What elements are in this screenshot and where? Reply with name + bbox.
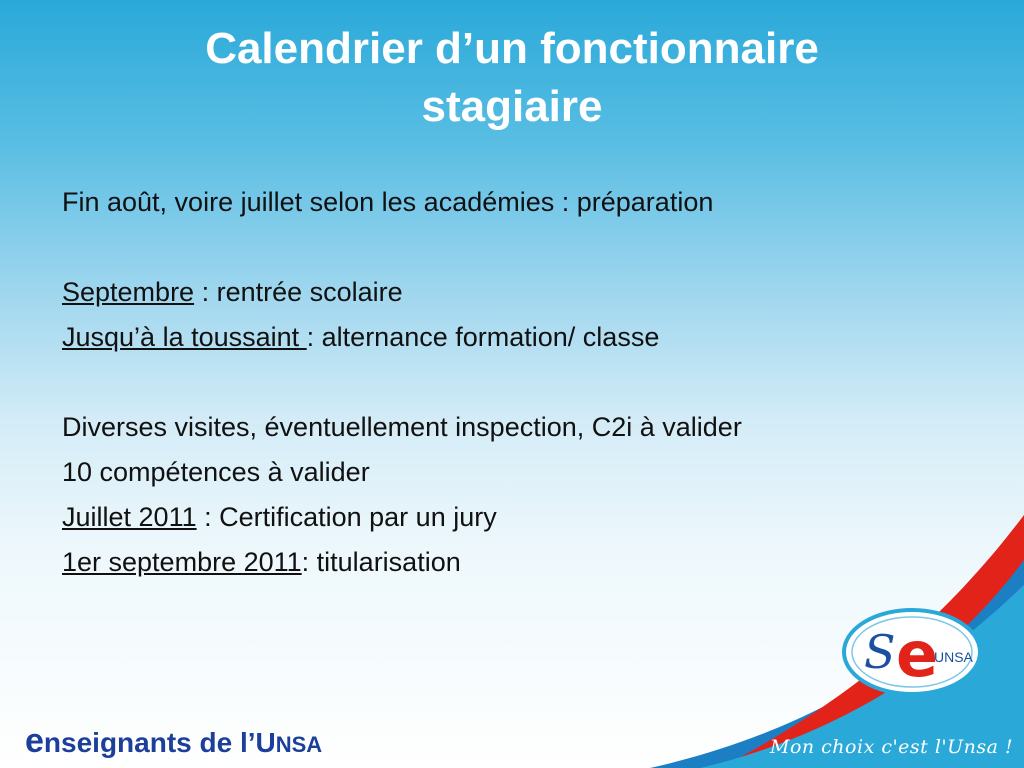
slide-title: [40, 20, 984, 136]
underlined-term: Juillet 2011: [62, 502, 197, 532]
body-line-4: Diverses visites, éventuellement inspection, C2i à valider: [62, 412, 742, 442]
body-line-6: Juillet 2011 : Certification par un jury: [62, 502, 497, 532]
slide-body: [62, 180, 962, 585]
svg-text:UNSA: UNSA: [934, 649, 973, 665]
title-line-1: Calendrier d’un fonctionnaire: [205, 24, 819, 73]
spacer: [62, 360, 962, 405]
svg-text:S: S: [864, 625, 896, 679]
title-line-2: stagiaire: [421, 82, 603, 131]
footer-brand: [25, 722, 322, 761]
body-line-2: Septembre : rentrée scolaire: [62, 277, 403, 307]
body-line-1: Fin août, voire juillet selon les académies : préparation: [62, 187, 714, 217]
brand-e: e: [25, 722, 44, 760]
spacer: [62, 225, 962, 270]
brand-main: nseignants de l’U: [43, 727, 276, 758]
underlined-term: 1er septembre 2011: [62, 547, 302, 577]
body-line-5: 10 compétences à valider: [62, 457, 370, 487]
body-line-3: Jusqu’à la toussaint : alternance formation/ classe: [62, 322, 660, 352]
underlined-term: Jusqu’à la toussaint: [62, 322, 307, 352]
brand-sc: NSA: [275, 732, 323, 757]
footer-slogan: Mon choix c'est l'Unsa !: [770, 736, 1014, 758]
underlined-term: Septembre: [62, 277, 195, 307]
se-unsa-logo: [842, 608, 982, 696]
svg-text:e: e: [896, 618, 939, 691]
body-line-7: 1er septembre 2011: titularisation: [62, 547, 461, 577]
